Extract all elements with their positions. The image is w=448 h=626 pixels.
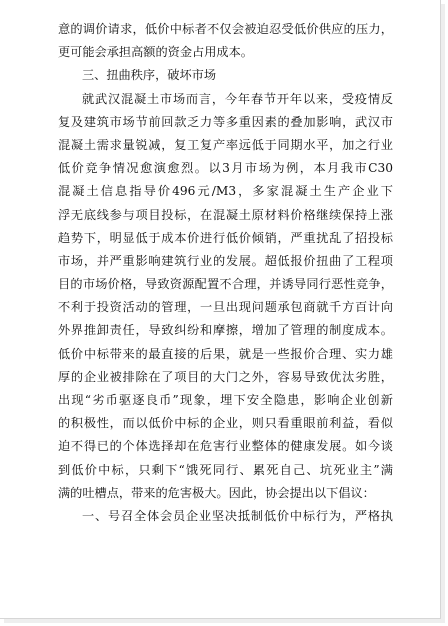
text-line: 的积极性，而以低价中标的企业，则只看重眼前利益，看似 [58,416,393,431]
text-line: 就武汉混凝土市场而言，今年春节开年以来，受疫情反 [82,91,393,106]
text-line: 市场，并严重影响建筑行业的发展。超低报价扭曲了工程项 [58,253,393,268]
text-line: 低价中标带来的最直接的后果，就是一些报价合理、实力雄 [58,346,393,361]
text-line: 到低价中标，只剩下“饿死同行、累死自己、坑死业主”满 [58,462,393,477]
text-line: 意的调价请求，低价中标者不仅会被迫忍受低价供应的压力， [58,22,393,36]
text-line: 出现“劣币驱逐良币”现象，埋下安全隐患，影响企业创新 [58,393,393,407]
text-line: 不利于投资活动的管理，一旦出现问题承包商就千方百计向 [58,300,393,315]
text-line: 复及建筑市场节前回款乏力等多重因素的叠加影响，武汉市 [58,114,393,129]
text-line: 低价竞争情况愈演愈烈。以3月市场为例，本月我市C30 [58,161,393,176]
section-heading: 三、扭曲秩序，破坏市场 [82,68,217,83]
text-line: 浮无底线参与项目投标，在混凝土原材料价格继续保持上涨 [58,207,393,222]
text-line: 混凝土需求量锐减，复工复产率远低于同期水平，加之行业 [58,137,393,152]
text-line: 混凝土信息指导价496元/M3，多家混凝土生产企业下 [58,184,393,199]
document-body [58,18,393,528]
text-line: 目的市场价格，导致资源配置不合理，并诱导同行恶性竞争， [58,277,393,292]
page-shadow-bottom [4,619,445,623]
text-line: 满的吐槽点，带来的危害极大。因此，协会提出以下倡议： [58,485,375,500]
text-line: 迫不得已的个体选择却在危害行业整体的健康发展。如今谈 [58,439,393,454]
text-line: 趋势下，明显低于成本价进行低价倾销，严重扰乱了招投标 [58,230,393,245]
text-line: 厚的企业被排除在了项目的大门之外，容易导致优汰劣胜， [58,369,393,384]
page-shadow-right [441,4,445,622]
text-line: 外界推卸责任，导致纠纷和摩擦，增加了管理的制度成本。 [58,323,393,338]
text-line: 更可能会承担高额的资金占用成本。 [58,45,253,60]
text-line: 一、号召全体会员企业坚决抵制低价中标行为，严格执 [82,508,393,523]
